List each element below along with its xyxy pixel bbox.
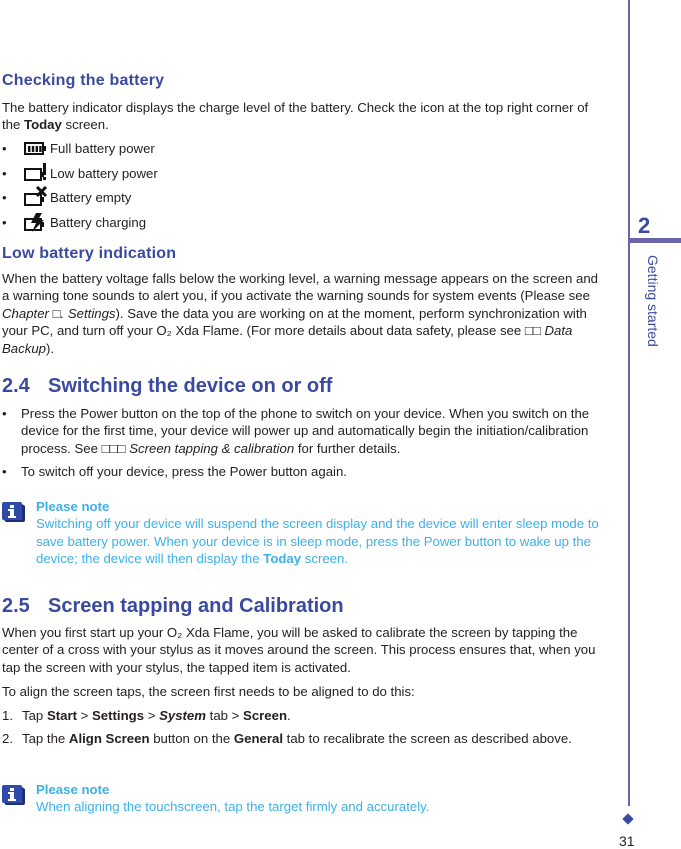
tapping-paragraph-2: To align the screen taps, the screen first needs to be aligned to do this: <box>2 684 415 699</box>
low-battery-paragraph: When the battery voltage falls below the working level, a warning message appears on the screen and a warning tone sounds to alert you, if you activate the warning sounds for system events (Please see Chapter □. Settings). Save the data you are working on at the moment, perform synchronization with your PC, and turn off your O₂ Xda Flame. (For more details about data safety, please see □□ Data Backup). <box>2 271 598 356</box>
info-icon <box>0 783 26 805</box>
battery-item-label: Battery empty <box>50 189 132 205</box>
diamond-icon <box>622 813 633 824</box>
battery-item-charging: • Battery charging <box>2 211 146 233</box>
battery-item-label: Low battery power <box>50 165 158 181</box>
chapter-title: Getting started <box>645 255 661 347</box>
battery-item-label: Full battery power <box>50 140 155 156</box>
heading-screen-tapping: 2.5 Screen tapping and Calibration <box>2 595 344 617</box>
chapter-tab-bar <box>628 238 681 243</box>
note-title: Please note <box>36 499 110 514</box>
note-text: Please note Switching off your device will suspend the screen display and the device will enter sleep mode to save battery power. When your device is in sleep mode, press the Power button to wake up the device; the device will then display the Today screen. <box>36 498 606 568</box>
page-number: 31 <box>619 833 635 849</box>
list-item: 1. Tap Start > Settings > System tab > Screen. <box>2 708 291 723</box>
list-item: • To switch off your device, press the Power button again. <box>2 464 347 480</box>
battery-item-full: • Full battery power <box>2 137 155 159</box>
tapping-steps <box>2 707 606 754</box>
battery-item-label: Battery charging <box>50 214 147 230</box>
battery-empty-icon <box>22 186 48 208</box>
battery-item-low: • Low battery power <box>2 162 158 184</box>
note-text: Please note When aligning the touchscreen, tap the target firmly and accurately. <box>36 781 606 816</box>
note-title: Please note <box>36 782 110 797</box>
info-icon <box>0 500 26 522</box>
battery-low-icon <box>22 162 48 184</box>
battery-item-empty: • Battery empty <box>2 186 131 208</box>
switching-list <box>2 405 606 487</box>
battery-full-icon <box>22 137 48 159</box>
tapping-paragraph-1: When you first start up your O₂ Xda Flame, you will be asked to calibrate the screen by tapping the center of a cross with your stylus as it moves around the screen. This process ensures that, when you tap the screen with your stylus, the tapped item is activated. <box>2 625 596 675</box>
battery-charging-icon <box>22 211 48 233</box>
list-item: • Press the Power button on the top of the phone to switch on your device. When you switch on the device for the first time, your device will power up and automatically begin the initiation/calibration process. See □□□ Screen tapping & calibration for further details. <box>2 406 590 456</box>
battery-intro: The battery indicator displays the charge level of the battery. Check the icon at the top right corner of the Today screen. <box>2 100 589 133</box>
heading-checking-battery: Checking the battery <box>2 72 165 89</box>
list-item: 2. Tap the Align Screen button on the General tab to recalibrate the screen as described above. <box>2 731 572 747</box>
chapter-number: 2 <box>638 213 651 238</box>
sidebar-rule <box>628 0 630 806</box>
heading-low-battery: Low battery indication <box>2 245 177 262</box>
heading-switching: 2.4 Switching the device on or off <box>2 375 333 397</box>
